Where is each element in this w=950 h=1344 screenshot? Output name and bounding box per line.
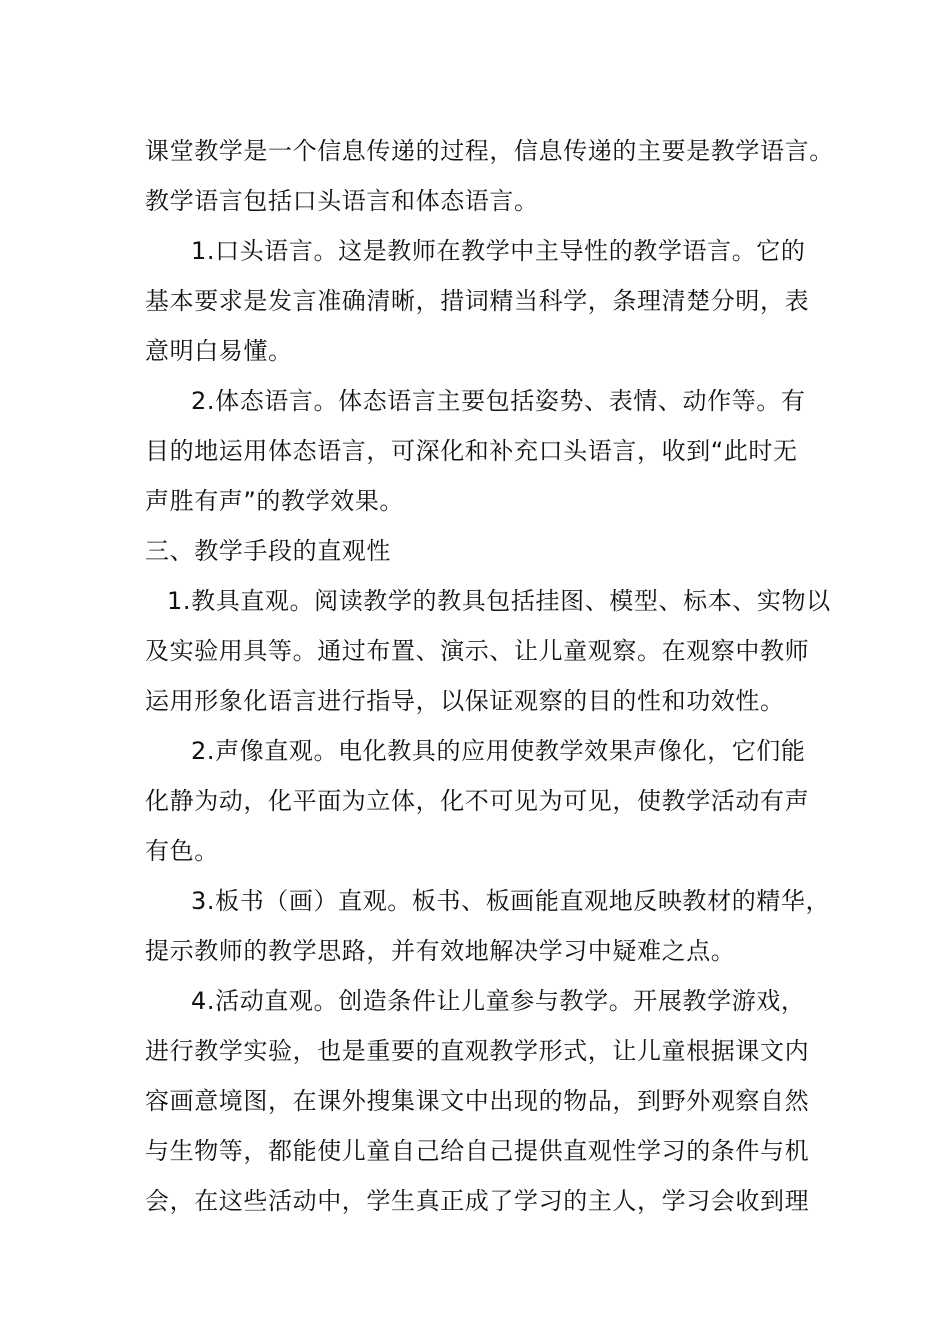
paragraph-line: 与生物等，都能使儿童自己给自己提供直观性学习的条件与机 bbox=[145, 1137, 810, 1165]
paragraph-line: 2.体态语言。体态语言主要包括姿势、表情、动作等。有 bbox=[191, 387, 806, 415]
paragraph-line: 教学语言包括口头语言和体态语言。 bbox=[145, 187, 539, 215]
paragraph-line: 基本要求是发言准确清晰，措词精当科学，条理清楚分明，表 bbox=[145, 287, 810, 315]
paragraph-line: 意明白易懂。 bbox=[145, 337, 293, 365]
paragraph-line: 1.教具直观。阅读教学的教具包括挂图、模型、标本、实物以 bbox=[167, 587, 831, 615]
paragraph-line: 进行教学实验，也是重要的直观教学形式，让儿童根据课文内 bbox=[145, 1037, 810, 1065]
paragraph-line: 2.声像直观。电化教具的应用使教学效果声像化，它们能 bbox=[191, 737, 806, 765]
paragraph-line: 运用形象化语言进行指导，以保证观察的目的性和功效性。 bbox=[145, 687, 785, 715]
paragraph-line: 4.活动直观。创造条件让儿童参与教学。开展教学游戏， bbox=[191, 987, 806, 1015]
paragraph-line: 1.口头语言。这是教师在教学中主导性的教学语言。它的 bbox=[191, 237, 806, 265]
paragraph-line: 目的地运用体态语言，可深化和补充口头语言，收到“此时无 bbox=[145, 437, 798, 465]
paragraph-line: 化静为动，化平面为立体，化不可见为可见，使教学活动有声 bbox=[145, 787, 810, 815]
section-heading: 三、教学手段的直观性 bbox=[145, 537, 391, 565]
paragraph-line: 声胜有声”的教学效果。 bbox=[145, 487, 405, 515]
paragraph-line: 容画意境图，在课外搜集课文中出现的物品，到野外观察自然 bbox=[145, 1087, 810, 1115]
paragraph-line: 及实验用具等。通过布置、演示、让儿童观察。在观察中教师 bbox=[145, 637, 810, 665]
paragraph-line: 有色。 bbox=[145, 837, 219, 865]
document-page bbox=[145, 126, 834, 1226]
paragraph-line: 提示教师的教学思路，并有效地解决学习中疑难之点。 bbox=[145, 937, 736, 965]
paragraph-line: 会，在这些活动中，学生真正成了学习的主人，学习会收到理 bbox=[145, 1187, 810, 1215]
paragraph-line: 3.板书（画）直观。板书、板画能直观地反映教材的精华， bbox=[191, 887, 831, 915]
paragraph-line: 课堂教学是一个信息传递的过程，信息传递的主要是教学语言。 bbox=[145, 137, 834, 165]
